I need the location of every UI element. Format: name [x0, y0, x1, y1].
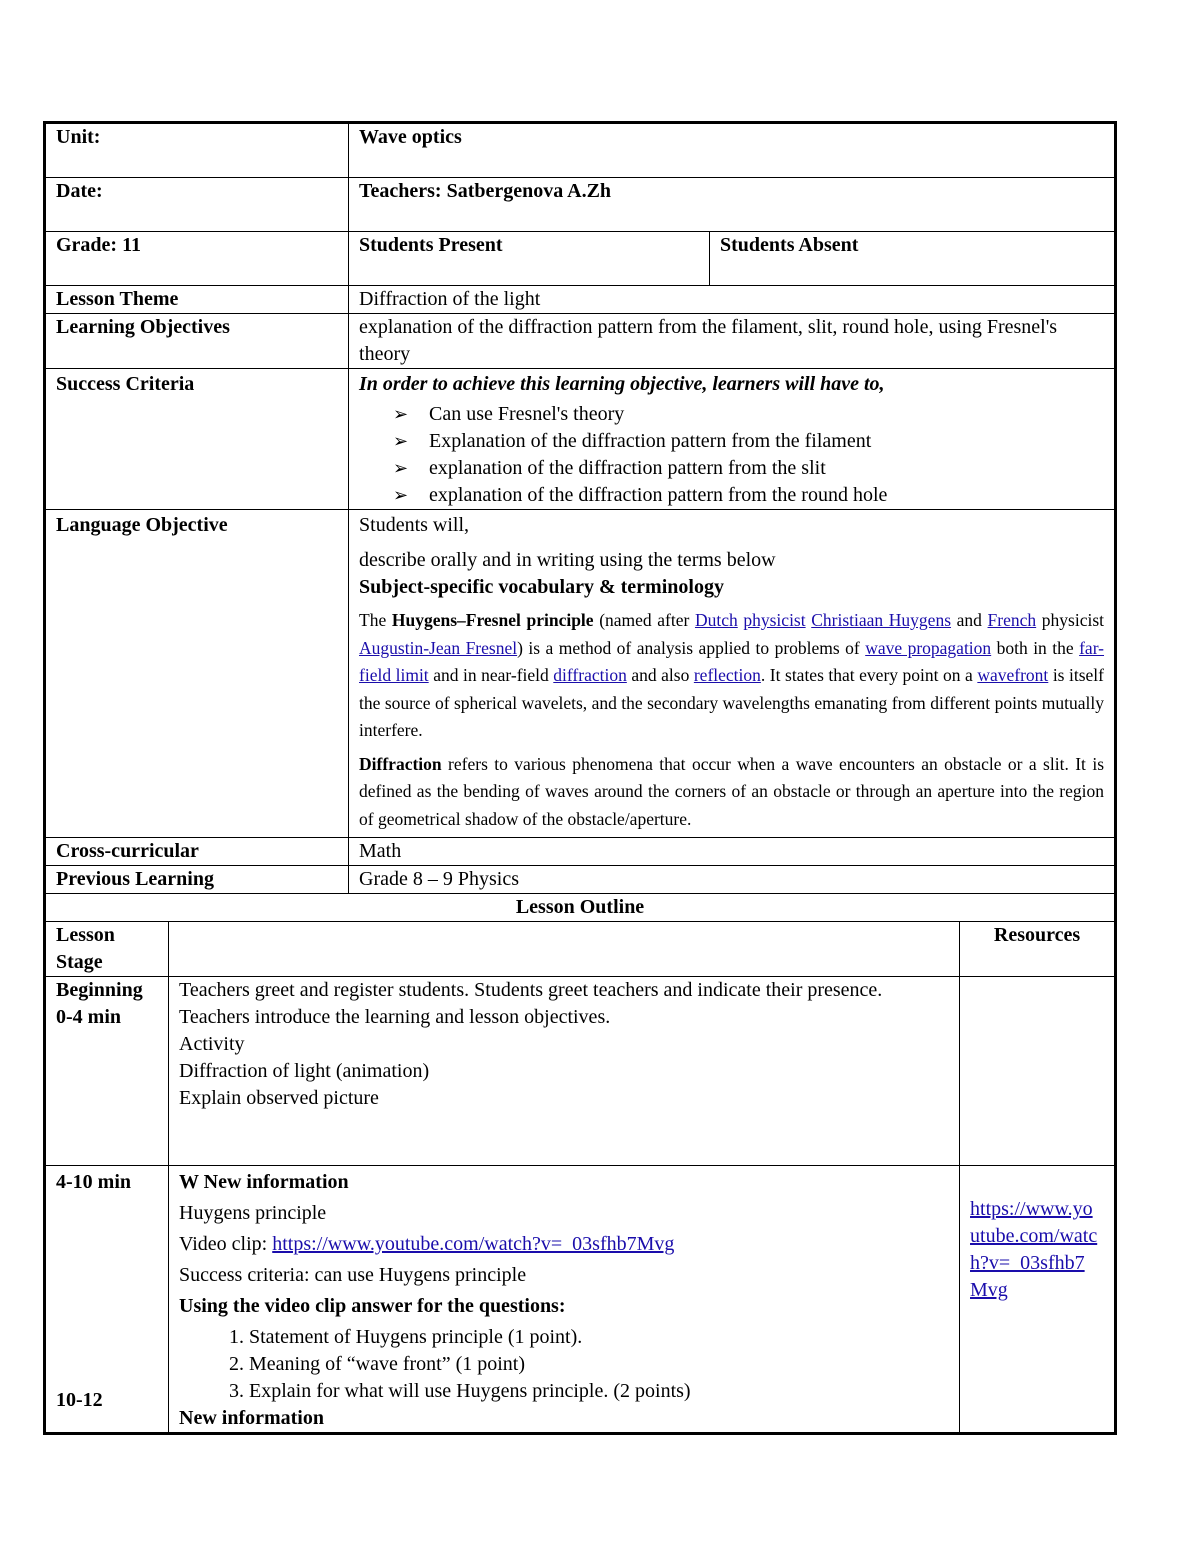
beginning-resources: [960, 977, 1116, 1166]
outline-header-row: [45, 922, 1116, 977]
cross-curricular-value: Math: [349, 838, 1116, 866]
link-french[interactable]: French: [987, 610, 1037, 630]
grade-row: [45, 232, 1116, 286]
col-activity-blank: [169, 922, 960, 977]
stage-time-10-12: 10-12: [56, 1389, 103, 1411]
col-resources: Resources: [960, 922, 1116, 977]
diffraction-paragraph: Diffraction refers to various phenomena that occur when a wave encounters an obstacle or a slit. It is defined as the bending of waves around the corners of an obstacle or through an aperture into the region of geometrical shadow of the obstacle/aperture.: [359, 753, 1105, 829]
teachers-value: Teachers: Satbergenova A.Zh: [349, 178, 1116, 232]
previous-learning-label: Previous Learning: [45, 866, 349, 894]
questions-list: [179, 1324, 949, 1405]
lesson-plan-table: [43, 121, 1117, 1435]
stage-time-4-10: 4-10 min: [56, 1171, 131, 1193]
list-item: ➢ Explanation of the diffraction pattern from the filament: [393, 428, 1104, 455]
lesson-theme-value: Diffraction of the light: [349, 286, 1116, 314]
arrow-bullet-icon: ➢: [393, 431, 409, 451]
beginning-line: Diffraction of light (animation): [179, 1060, 430, 1082]
learning-objectives-label: Learning Objectives: [45, 314, 349, 369]
link-physicist[interactable]: physicist: [743, 610, 806, 630]
col-lesson-stage: Lesson Stage: [45, 922, 169, 977]
language-objective-label: Language Objective: [45, 510, 349, 838]
grade-label: Grade: 11: [45, 232, 349, 286]
beginning-time: 0-4 min: [56, 1006, 121, 1028]
language-objective-row: [45, 510, 1116, 838]
learning-objectives-row: [45, 314, 1116, 369]
unit-value: Wave optics: [349, 123, 1116, 178]
cross-curricular-label: Cross-curricular: [45, 838, 349, 866]
success-criteria-row: [45, 369, 1116, 510]
lesson-theme-label: Lesson Theme: [45, 286, 349, 314]
beginning-line: Activity: [179, 1033, 245, 1055]
video-clip-line: Video clip: https://www.youtube.com/watch?v=_03sfhb7Mvg: [179, 1233, 675, 1255]
questions-heading: Using the video clip answer for the questions:: [179, 1295, 566, 1317]
success-criteria-list: [359, 401, 1104, 509]
cross-curricular-row: [45, 838, 1116, 866]
link-christiaan-huygens[interactable]: Christiaan Huygens: [811, 610, 952, 630]
list-item: 1. Statement of Huygens principle (1 point).: [249, 1324, 949, 1351]
list-item: 3. Explain for what will use Huygens principle. (2 points): [249, 1378, 949, 1405]
video-clip-link[interactable]: https://www.youtube.com/watch?v=_03sfhb7Mvg: [272, 1233, 675, 1255]
link-far-field-limit[interactable]: far-field limit: [359, 637, 1105, 685]
previous-learning-row: [45, 866, 1116, 894]
date-row: [45, 178, 1116, 232]
unit-label: Unit:: [45, 123, 349, 178]
list-item: ➢ explanation of the diffraction pattern from the slit: [393, 455, 1104, 482]
list-item: ➢ explanation of the diffraction pattern from the round hole: [393, 482, 1104, 509]
link-diffraction[interactable]: diffraction: [553, 665, 627, 685]
arrow-bullet-icon: ➢: [393, 458, 409, 478]
arrow-bullet-icon: ➢: [393, 404, 409, 424]
beginning-line: Teachers introduce the learning and lesson objectives.: [179, 1006, 611, 1028]
link-wavefront[interactable]: wavefront: [977, 665, 1049, 685]
students-present: Students Present: [349, 232, 710, 286]
lesson-plan-document: [43, 121, 1114, 1435]
success-criteria-huygens: Success criteria: can use Huygens principle: [179, 1264, 527, 1286]
link-reflection[interactable]: reflection: [693, 665, 761, 685]
learning-objectives-value: explanation of the diffraction pattern from the filament, slit, round hole, using Fresnel's theory: [349, 314, 1116, 369]
arrow-bullet-icon: ➢: [393, 485, 409, 505]
list-item: ➢ Can use Fresnel's theory: [393, 401, 1104, 428]
beginning-line: Explain observed picture: [179, 1087, 379, 1109]
beginning-stage: Beginning: [56, 979, 143, 1001]
students-will: Students will,: [359, 514, 470, 536]
success-criteria-label: Success Criteria: [45, 369, 349, 510]
list-item: 2. Meaning of “wave front” (1 point): [249, 1351, 949, 1378]
link-augustin-jean-fresnel[interactable]: Augustin-Jean Fresnel: [359, 637, 518, 658]
resource-youtube-link[interactable]: https://www.youtube.com/watch?v=_03sfhb7Mvg: [970, 1198, 1098, 1301]
new-information-heading: W New information: [179, 1171, 349, 1193]
link-wave-propagation[interactable]: wave propagation: [865, 637, 992, 658]
students-absent: Students Absent: [710, 232, 1116, 286]
huygens-fresnel-paragraph: The Huygens–Fresnel principle (named after Dutch physicist Christiaan Huygens and French physicist Augustin-Jean Fresnel) is a method of analysis applied to problems of wave propagation both in the far-field limit and in near-field diffraction and also reflection. It states that every point on a wavefront is itself the source of spherical wavelets, and the secondary wavelengths emanating from different points mutually interfere.: [359, 610, 1105, 740]
lesson-outline-title: Lesson Outline: [45, 894, 1116, 922]
beginning-row: [45, 977, 1116, 1166]
describe-line: describe orally and in writing using the terms below: [359, 549, 776, 571]
previous-learning-value: Grade 8 – 9 Physics: [349, 866, 1116, 894]
lesson-theme-row: [45, 286, 1116, 314]
new-information-row: [45, 1166, 1116, 1434]
huygens-principle: Huygens principle: [179, 1202, 327, 1224]
unit-row: [45, 123, 1116, 178]
vocab-heading: Subject-specific vocabulary & terminology: [359, 576, 724, 598]
new-information-footer: New information: [179, 1407, 324, 1429]
beginning-line: Teachers greet and register students. Students greet teachers and indicate their presence.: [179, 979, 883, 1001]
success-criteria-intro: In order to achieve this learning objective, learners will have to,: [359, 373, 885, 395]
link-dutch[interactable]: Dutch: [694, 610, 738, 630]
lesson-outline-title-row: [45, 894, 1116, 922]
date-label: Date:: [45, 178, 349, 232]
